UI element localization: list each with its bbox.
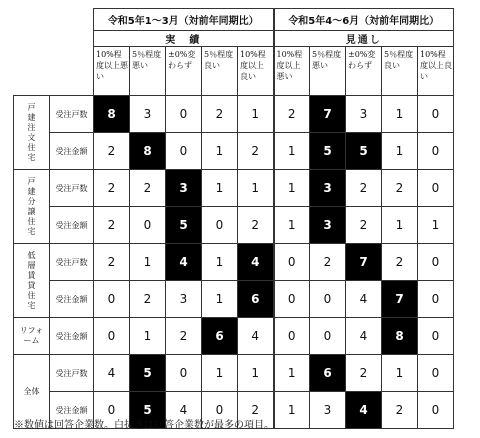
value-cell: 8 [130,133,166,170]
value-cell: 0 [94,392,130,429]
item-label: 受注金額 [50,281,94,318]
value-cell: 1 [418,207,454,244]
table-row [14,244,454,281]
value-cell: 0 [418,170,454,207]
outlook-header: 見通し [274,31,454,47]
value-cell: 2 [94,207,130,244]
footnote: ※数値は回答企業数。白抜きは回答企業数が最多の項目。 [14,420,274,431]
value-cell: 0 [418,133,454,170]
value-cell: 0 [310,281,346,318]
table-row [14,170,454,207]
value-cell: 1 [238,170,274,207]
item-label: 受注金額 [50,318,94,355]
value-cell: 1 [238,355,274,392]
value-cell: 0 [130,207,166,244]
level-header: ±0%変わらず [166,47,202,96]
value-cell: 2 [94,133,130,170]
group-label: 戸建分譲住宅 [14,170,50,244]
value-cell: 0 [202,392,238,429]
value-cell: 0 [166,355,202,392]
level-header: 10%程度以上悪い [94,47,130,96]
group-label: 低層賃貸住宅 [14,244,50,318]
value-cell: 5 [346,133,382,170]
value-cell: 2 [346,170,382,207]
value-cell: 0 [310,318,346,355]
value-cell: 5 [130,392,166,429]
value-cell: 1 [130,244,166,281]
value-cell: 2 [346,355,382,392]
value-cell: 0 [166,133,202,170]
corner-blank [50,9,94,96]
value-cell: 6 [238,281,274,318]
value-cell: 1 [274,170,310,207]
value-cell: 3 [166,170,202,207]
table-row [14,96,454,133]
value-cell: 1 [274,392,310,429]
value-cell: 8 [382,318,418,355]
actual-header: 実 績 [94,31,274,47]
value-cell: 7 [382,281,418,318]
value-cell: 5 [310,133,346,170]
value-cell: 8 [94,96,130,133]
value-cell: 1 [130,318,166,355]
value-cell: 2 [238,392,274,429]
level-header: 5％程度悪い [130,47,166,96]
group-label: リフォーム [14,318,50,355]
value-cell: 0 [274,244,310,281]
right-period-header: 令和5年4～6月（対前年同期比） [274,9,454,31]
value-cell: 2 [202,96,238,133]
item-label: 受注戸数 [50,244,94,281]
level-header: 5％程度良い [382,47,418,96]
value-cell: 4 [166,244,202,281]
value-cell: 1 [202,170,238,207]
value-cell: 1 [382,96,418,133]
value-cell: 2 [238,133,274,170]
value-cell: 2 [130,281,166,318]
level-header: 10%程度以上良い [238,47,274,96]
table-row [14,318,454,355]
value-cell: 1 [202,244,238,281]
table-row [14,133,454,170]
value-cell: 1 [202,355,238,392]
value-cell: 1 [274,207,310,244]
value-cell: 1 [202,281,238,318]
value-cell: 2 [130,170,166,207]
value-cell: 0 [274,281,310,318]
item-label: 受注戸数 [50,355,94,392]
value-cell: 1 [382,133,418,170]
item-label: 受注戸数 [50,170,94,207]
table-row [14,207,454,244]
value-cell: 2 [166,318,202,355]
item-label: 受注金額 [50,133,94,170]
value-cell: 1 [274,133,310,170]
value-cell: 2 [94,170,130,207]
value-cell: 0 [94,318,130,355]
value-cell: 4 [238,318,274,355]
value-cell: 0 [418,318,454,355]
value-cell: 1 [202,133,238,170]
value-cell: 0 [418,355,454,392]
value-cell: 7 [346,244,382,281]
value-cell: 1 [238,96,274,133]
value-cell: 4 [166,392,202,429]
value-cell: 3 [166,281,202,318]
value-cell: 3 [310,392,346,429]
level-header: 5％程度良い [202,47,238,96]
value-cell: 0 [202,207,238,244]
value-cell: 4 [94,355,130,392]
item-label: 受注金額 [50,207,94,244]
level-header: ±0%変わらず [346,47,382,96]
value-cell: 2 [382,244,418,281]
value-cell: 3 [310,207,346,244]
value-cell: 4 [346,281,382,318]
level-header: 10%程度以上悪い [274,47,310,96]
value-cell: 0 [94,281,130,318]
value-cell: 5 [130,355,166,392]
value-cell: 2 [94,244,130,281]
value-cell: 0 [418,96,454,133]
group-label: 全体 [14,355,50,429]
level-header: 10%程度以上良い [418,47,454,96]
item-label: 受注戸数 [50,96,94,133]
value-cell: 3 [310,170,346,207]
value-cell: 2 [238,207,274,244]
value-cell: 0 [166,96,202,133]
value-cell: 0 [274,318,310,355]
value-cell: 4 [346,392,382,429]
table-row [14,281,454,318]
value-cell: 4 [238,244,274,281]
value-cell: 3 [130,96,166,133]
level-header: 5％程度悪い [310,47,346,96]
value-cell: 0 [418,281,454,318]
survey-table [13,8,454,429]
value-cell: 2 [274,96,310,133]
value-cell: 0 [418,244,454,281]
value-cell: 2 [346,207,382,244]
value-cell: 3 [346,96,382,133]
value-cell: 5 [166,207,202,244]
left-period-header: 令和5年1～3月（対前年同期比） [94,9,274,31]
value-cell: 7 [310,96,346,133]
value-cell: 1 [382,207,418,244]
value-cell: 0 [418,392,454,429]
value-cell: 2 [310,244,346,281]
value-cell: 2 [382,170,418,207]
value-cell: 1 [382,355,418,392]
value-cell: 2 [382,392,418,429]
item-label: 受注金額 [50,392,94,429]
value-cell: 6 [310,355,346,392]
value-cell: 1 [274,355,310,392]
corner-blank [14,9,50,96]
table-row [14,355,454,392]
group-label: 戸建注文住宅 [14,96,50,170]
value-cell: 4 [346,318,382,355]
value-cell: 6 [202,318,238,355]
